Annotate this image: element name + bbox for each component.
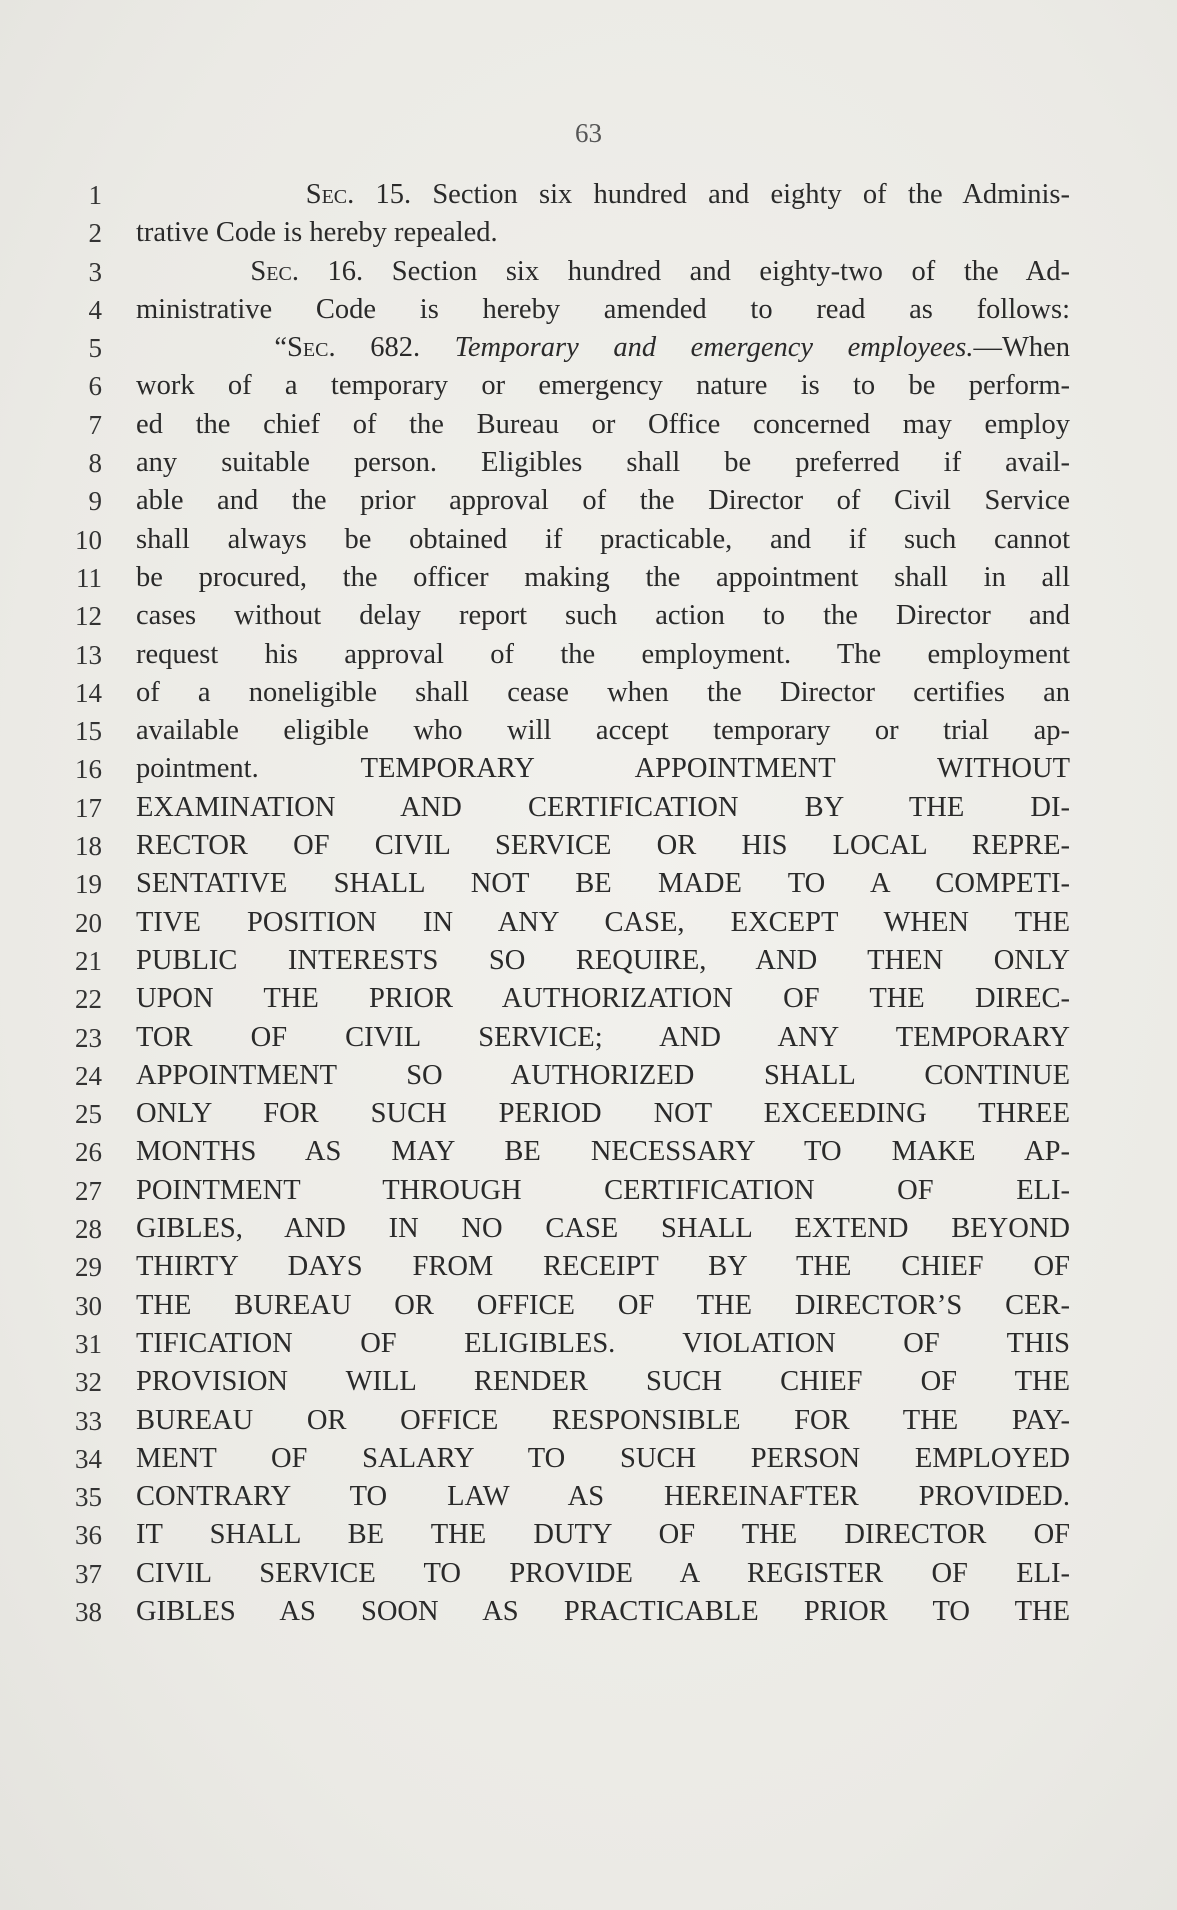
line-number: 28 (75, 1214, 102, 1245)
text-segment: . 16. Section six hundred and eighty-two of the Ad- (291, 255, 1070, 287)
text-segment: ministrative Code is hereby amended to read as follows: (136, 293, 1070, 325)
text-segment: GIBLES, AND IN NO CASE SHALL EXTEND BEYOND (136, 1213, 1070, 1245)
text-line (60, 750, 1070, 788)
line-text (136, 521, 1070, 559)
text-segment: TOR OF CIVIL SERVICE; AND ANY TEMPORARY (136, 1021, 1070, 1053)
text-line (60, 329, 1070, 367)
line-number: 34 (75, 1443, 102, 1474)
text-line (60, 789, 1070, 827)
text-segment: BUREAU OR OFFICE RESPONSIBLE FOR THE PAY- (136, 1404, 1070, 1436)
line-number: 22 (75, 984, 102, 1015)
text-line (60, 1210, 1070, 1248)
line-number: 24 (75, 1060, 102, 1091)
line-text (136, 1325, 1070, 1363)
line-text (136, 865, 1070, 903)
text-segment: . 682. (328, 332, 455, 364)
text-segment: MENT OF SALARY TO SUCH PERSON EMPLOYED (136, 1442, 1070, 1474)
text-line (60, 214, 1070, 252)
line-number: 15 (75, 716, 102, 747)
line-number: 21 (75, 945, 102, 976)
text-segment: able and the prior approval of the Director of Civil Service (136, 485, 1070, 517)
text-line (60, 942, 1070, 980)
text-segment: be procured, the officer making the appointment shall in all (136, 561, 1070, 593)
line-text (136, 1287, 1070, 1325)
text-line (60, 482, 1070, 520)
text-segment: Temporary and emergency employees. (454, 332, 974, 364)
text-line (60, 444, 1070, 482)
text-body (60, 176, 1070, 1631)
text-segment: ed the chief of the Bureau or Office concerned may employ (136, 408, 1070, 440)
line-text (136, 636, 1070, 674)
text-segment: MONTHS AS MAY BE NECESSARY TO MAKE AP- (136, 1136, 1070, 1168)
line-number: 16 (75, 754, 102, 785)
line-text (136, 1440, 1070, 1478)
text-line (60, 1133, 1070, 1171)
text-segment: . 15. Section six hundred and eighty of the Adminis- (347, 179, 1070, 210)
text-line (60, 865, 1070, 903)
line-text (136, 980, 1070, 1018)
text-line (60, 1440, 1070, 1478)
line-number: 35 (75, 1482, 102, 1513)
line-text (136, 444, 1070, 482)
line-number: 13 (75, 639, 102, 670)
line-text (136, 559, 1070, 597)
line-number: 27 (75, 1175, 102, 1206)
text-line (60, 1555, 1070, 1593)
line-text (136, 214, 1070, 252)
text-line (60, 367, 1070, 405)
line-number: 5 (88, 333, 102, 364)
line-number: 25 (75, 1099, 102, 1130)
line-text (136, 329, 1070, 367)
line-text (136, 1133, 1070, 1171)
text-segment: shall always be obtained if practicable, and if such cannot (136, 523, 1070, 555)
text-line (60, 827, 1070, 865)
text-line (60, 1325, 1070, 1363)
line-number: 38 (75, 1596, 102, 1627)
text-line (60, 1172, 1070, 1210)
line-number: 6 (88, 371, 102, 402)
line-number: 19 (75, 869, 102, 900)
text-segment: GIBLES AS SOON AS PRACTICABLE PRIOR TO THE (136, 1595, 1070, 1627)
line-number: 17 (75, 792, 102, 823)
text-line (60, 521, 1070, 559)
line-number: 36 (75, 1520, 102, 1551)
text-segment: —When (973, 332, 1071, 364)
line-number: 1 (88, 180, 102, 210)
line-number: 29 (75, 1252, 102, 1283)
line-text (136, 1248, 1070, 1286)
text-segment: work of a temporary or emergency nature is to be perform- (136, 370, 1070, 402)
text-line (60, 1363, 1070, 1401)
text-segment: EXAMINATION AND CERTIFICATION BY THE DI- (136, 791, 1070, 823)
text-line (60, 980, 1070, 1018)
text-segment: TIVE POSITION IN ANY CASE, EXCEPT WHEN THE (136, 906, 1070, 938)
line-text (136, 750, 1070, 788)
line-text (136, 1593, 1070, 1631)
text-line (60, 253, 1070, 291)
line-text (136, 482, 1070, 520)
page-number: 63 (575, 118, 602, 148)
line-text (136, 1019, 1070, 1057)
line-number: 33 (75, 1405, 102, 1436)
line-text (136, 1172, 1070, 1210)
line-text (136, 253, 1070, 291)
text-segment: request his approval of the employment. The employment (136, 638, 1070, 670)
line-text (136, 827, 1070, 865)
line-text (136, 1516, 1070, 1554)
line-text (136, 1057, 1070, 1095)
line-text (136, 406, 1070, 444)
line-number: 9 (88, 486, 102, 517)
text-segment: PUBLIC INTERESTS SO REQUIRE, AND THEN ONLY (136, 944, 1070, 976)
line-text (136, 176, 1070, 214)
line-number: 32 (75, 1367, 102, 1398)
text-segment: RECTOR OF CIVIL SERVICE OR HIS LOCAL REPRE- (136, 830, 1070, 862)
line-number: 7 (88, 409, 102, 440)
text-segment: of a noneligible shall cease when the Director certifies an (136, 676, 1070, 708)
text-segment: pointment. TEMPORARY APPOINTMENT WITHOUT (136, 753, 1070, 785)
line-text (136, 1363, 1070, 1401)
text-segment: trative Code is hereby repealed. (136, 217, 498, 249)
text-line (60, 597, 1070, 635)
line-number: 3 (88, 256, 102, 287)
text-line (60, 1248, 1070, 1286)
line-text (136, 1478, 1070, 1516)
text-line (60, 904, 1070, 942)
line-text (136, 904, 1070, 942)
text-segment: THIRTY DAYS FROM RECEIPT BY THE CHIEF OF (136, 1251, 1070, 1283)
text-segment: Sec (250, 255, 292, 287)
line-number: 14 (75, 677, 102, 708)
text-segment: THE BUREAU OR OFFICE OF THE DIRECTOR’S CER- (136, 1289, 1070, 1321)
text-line (60, 636, 1070, 674)
text-line (60, 559, 1070, 597)
line-number: 37 (75, 1558, 102, 1589)
text-segment: POINTMENT THROUGH CERTIFICATION OF ELI- (136, 1174, 1070, 1206)
text-line (60, 176, 1070, 214)
text-line (60, 1057, 1070, 1095)
line-text (136, 291, 1070, 329)
text-segment: UPON THE PRIOR AUTHORIZATION OF THE DIREC- (136, 983, 1070, 1015)
text-segment: ONLY FOR SUCH PERIOD NOT EXCEEDING THREE (136, 1098, 1070, 1130)
text-segment (136, 256, 250, 287)
text-line (60, 674, 1070, 712)
text-segment: cases without delay report such action to the Director and (136, 600, 1070, 632)
text-line (60, 1019, 1070, 1057)
line-text (136, 674, 1070, 712)
line-text (136, 597, 1070, 635)
line-number: 31 (75, 1328, 102, 1359)
line-text (136, 942, 1070, 980)
text-line (60, 1095, 1070, 1133)
line-number: 18 (75, 831, 102, 862)
text-line (60, 406, 1070, 444)
text-line (60, 1516, 1070, 1554)
text-segment: SENTATIVE SHALL NOT BE MADE TO A COMPETI- (136, 868, 1070, 900)
text-line (60, 1593, 1070, 1631)
line-text (136, 1210, 1070, 1248)
text-segment: available eligible who will accept temporary or trial ap- (136, 715, 1070, 747)
text-line (60, 1478, 1070, 1516)
line-number: 8 (88, 448, 102, 479)
line-text (136, 1402, 1070, 1440)
line-number: 23 (75, 1022, 102, 1053)
text-segment: TIFICATION OF ELIGIBLES. VIOLATION OF THIS (136, 1327, 1070, 1359)
line-number: 12 (75, 601, 102, 632)
line-text (136, 712, 1070, 750)
text-segment: CONTRARY TO LAW AS HEREINAFTER PROVIDED. (136, 1481, 1070, 1513)
text-segment: Sec (287, 332, 329, 364)
text-line (60, 291, 1070, 329)
line-number: 11 (76, 562, 102, 593)
line-number: 2 (88, 218, 102, 249)
text-line (60, 1287, 1070, 1325)
text-segment: Sec (305, 179, 348, 210)
line-text (136, 789, 1070, 827)
line-number: 20 (75, 907, 102, 938)
text-segment (136, 179, 306, 210)
line-text (136, 1095, 1070, 1133)
text-line (60, 712, 1070, 750)
line-number: 10 (75, 524, 102, 555)
line-text (136, 1555, 1070, 1593)
line-text (136, 367, 1070, 405)
text-segment: APPOINTMENT SO AUTHORIZED SHALL CONTINUE (136, 1059, 1070, 1091)
text-segment: CIVIL SERVICE TO PROVIDE A REGISTER OF ELI- (136, 1557, 1070, 1589)
text-line (60, 1402, 1070, 1440)
line-number: 30 (75, 1290, 102, 1321)
text-segment: any suitable person. Eligibles shall be preferred if avail- (136, 447, 1070, 479)
text-segment: “ (136, 332, 288, 364)
text-segment: IT SHALL BE THE DUTY OF THE DIRECTOR OF (136, 1519, 1070, 1551)
text-segment: PROVISION WILL RENDER SUCH CHIEF OF THE (136, 1366, 1070, 1398)
line-number: 26 (75, 1137, 102, 1168)
line-number: 4 (88, 294, 102, 325)
